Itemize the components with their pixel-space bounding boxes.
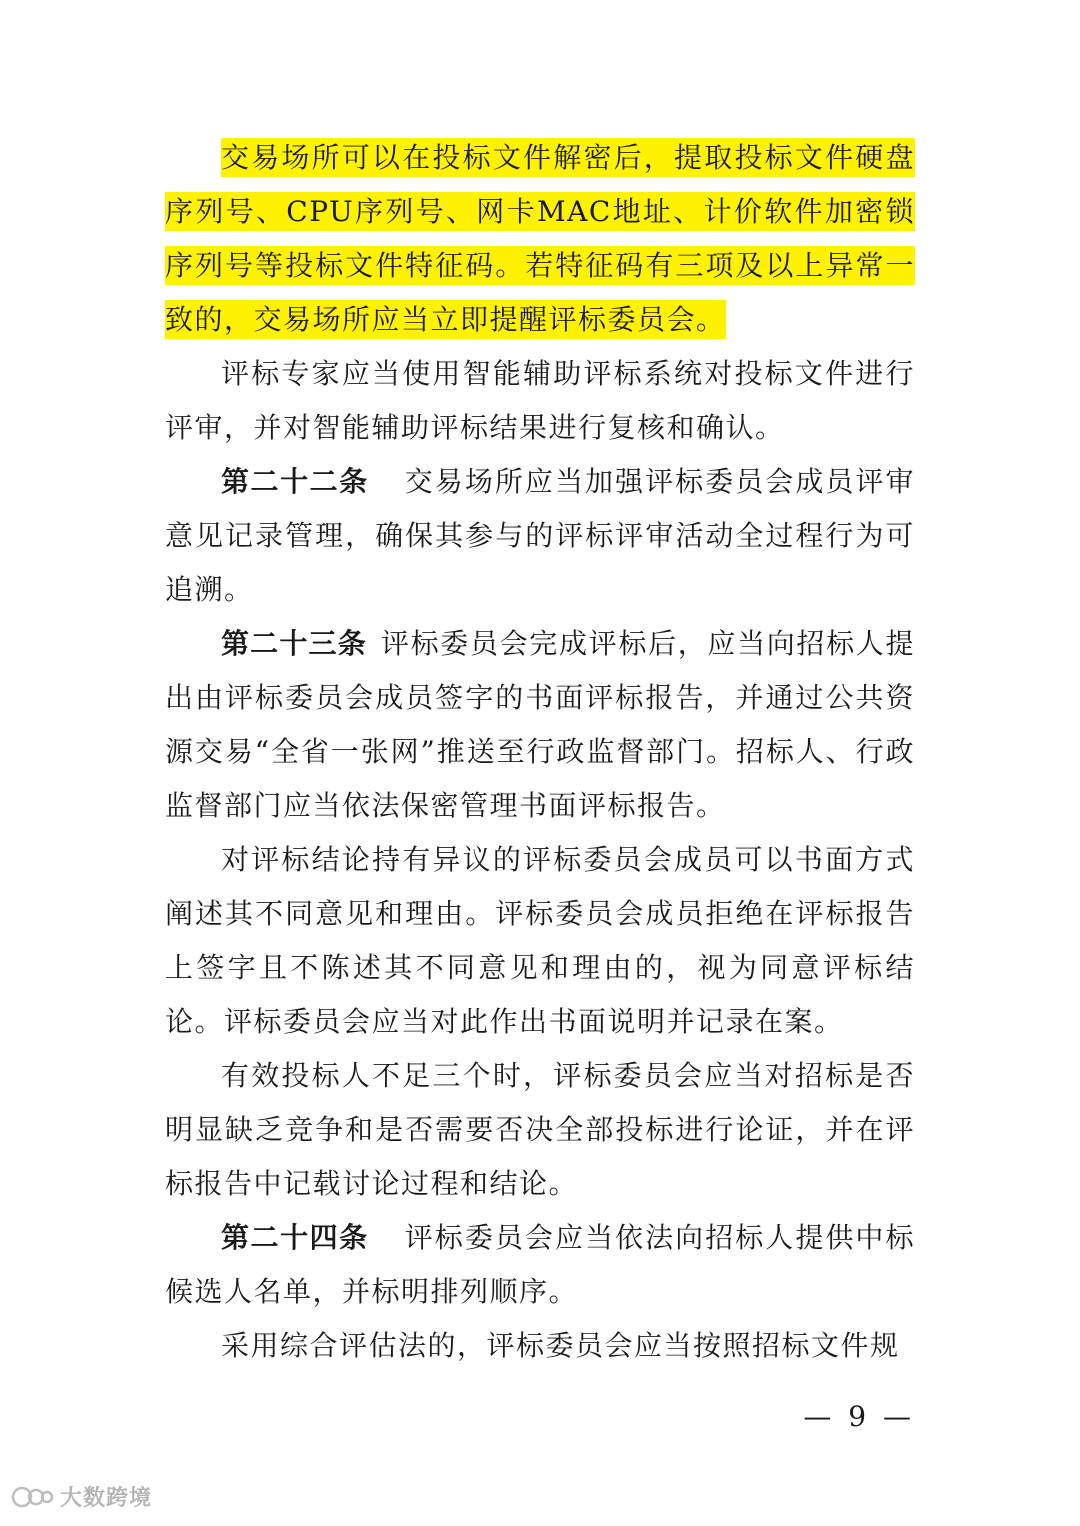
- document-body: [165, 131, 915, 1373]
- article-22: [165, 455, 915, 617]
- watermark-text: 大数跨境: [60, 1486, 153, 1511]
- article-23: [165, 617, 915, 833]
- highlighted-text: 交易场所可以在投标文件解密后，提取投标文件硬盘序列号、CPU序列号、网卡MAC地址、计价软件加密锁序列号等投标文件特征码。若特征码有三项及以上异常一致的，交易场所应当立即提醒评标委员会。: [165, 138, 915, 339]
- paragraph-smart-review: 评标专家应当使用智能辅助评标系统对投标文件进行评审，并对智能辅助评标结果进行复核和确认。: [165, 357, 915, 444]
- paragraph-dissent: 对评标结论持有异议的评标委员会成员可以书面方式阐述其不同意见和理由。评标委员会成员拒绝在评标报告上签字且不陈述其不同意见和理由的，视为同意评标结论。评标委员会应当对此作出书面说明并记录在案。: [165, 843, 915, 1038]
- article-22-heading: 第二十二条: [221, 465, 369, 498]
- watermark-logo-icon: [10, 1484, 54, 1510]
- page-number: — 9 —: [803, 1400, 915, 1433]
- paragraph-insufficient-bidders: 有效投标人不足三个时，评标委员会应当对招标是否明显缺乏竞争和是否需要否决全部投标进行论证，并在评标报告中记载讨论过程和结论。: [165, 1059, 915, 1200]
- article-23-heading: 第二十三条: [221, 627, 367, 660]
- article-23-text: 评标委员会完成评标后，应当向招标人提出由评标委员会成员签字的书面评标报告，并通过公共资源交易“全省一张网”推送至行政监督部门。招标人、行政监督部门应当依法保密管理书面评标报告。: [165, 627, 915, 822]
- article-22-text: 交易场所应当加强评标委员会成员评审意见记录管理，确保其参与的评标评审活动全过程行为可追溯。: [165, 465, 915, 606]
- paragraph-feature-code: [165, 131, 915, 347]
- paragraph-comprehensive-evaluation: 采用综合评估法的，评标委员会应当按照招标文件规: [221, 1329, 900, 1362]
- watermark: [10, 1481, 152, 1512]
- article-24-text: 评标委员会应当依法向招标人提供中标候选人名单，并标明排列顺序。: [165, 1221, 915, 1308]
- article-24-heading: 第二十四条: [221, 1221, 369, 1254]
- article-24: [165, 1211, 915, 1319]
